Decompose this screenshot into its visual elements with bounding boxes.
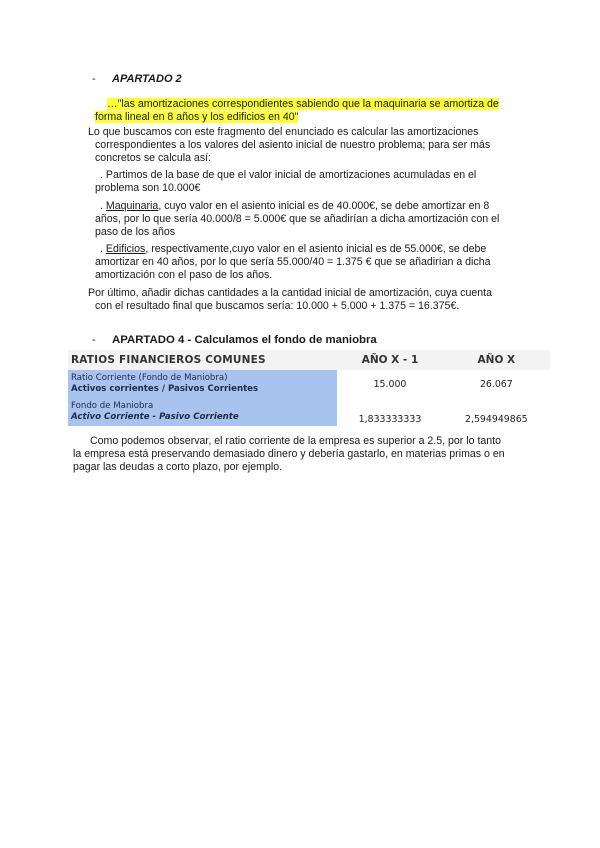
conclusion-line-1: Como podemos observar, el ratio corriente de la empresa es superior a 2.5, por lo tanto <box>90 435 502 447</box>
section-title-apartado-4: APARTADO 4 - Calculamos el fondo de maniobra <box>112 334 377 346</box>
row-label-line-2: Activo Corriente - Pasivo Corriente <box>71 412 239 422</box>
row-value-col-2: 26.067 <box>443 370 550 398</box>
section-title-apartado-2: APARTADO 2 <box>112 73 182 85</box>
paragraph-3-prefix: . <box>100 243 106 255</box>
table-row <box>68 370 550 398</box>
row-value-col-1: 15.000 <box>337 370 442 398</box>
bullet-dash: - <box>92 73 96 85</box>
term-edificios: Edificios <box>105 243 146 255</box>
paragraph-1-line-1: . Partimos de la base de que el valor inicial de amortizaciones acumuladas en el <box>100 169 477 181</box>
table-header-col-1: AÑO X - 1 <box>337 350 442 370</box>
intro-line-3: concretos se calcula así: <box>95 152 211 164</box>
quote-line-2: forma lineal en 8 años y los edificios en 40" <box>95 111 299 123</box>
final-line-2: con el resultado final que buscamos sería: 10.000 + 5.000 + 1.375 = 16.375€. <box>95 300 460 312</box>
paragraph-3-line-2: amortizar en 40 años, por lo que sería 55.000/40 = 1.375 € que se añadirían a dicha <box>95 256 491 268</box>
paragraph-1-line-2: problema son 10.000€ <box>95 182 201 194</box>
intro-line-2: correspondientes a los valores del asiento inicial de nuestro problema; para ser más <box>95 139 491 151</box>
final-line-1: Por último, añadir dichas cantidades a la cantidad inicial de amortización, cuya cuenta <box>88 287 492 299</box>
row-label-line-1: Fondo de Maniobra <box>71 401 154 411</box>
paragraph-3-line-1-rest: , respectivamente,cuyo valor en el asiento inicial es de 55.000€, se debe <box>145 243 487 255</box>
row-label <box>68 370 337 398</box>
paragraph-2-line-1 <box>100 200 489 213</box>
conclusion-line-3: pagar las deudas a corto plazo, por ejemplo. <box>73 461 283 473</box>
row-label <box>68 398 337 426</box>
paragraph-2-prefix: . <box>100 200 106 212</box>
ratios-table <box>68 350 550 426</box>
quote-line-2-wrap <box>95 107 298 125</box>
table-header-row <box>68 350 550 370</box>
row-value-col-2: 2,594949865 <box>443 398 550 426</box>
row-value-col-1: 1,833333333 <box>337 398 442 426</box>
table-header-col-2: AÑO X <box>443 350 550 370</box>
paragraph-2-line-1-rest: , cuyo valor en el asiento inicial es de 40.000€, se debe amortizar en 8 <box>158 200 490 212</box>
quote-line-1: …"las amortizaciones correspondientes sabiendo que la maquinaria se amortiza de <box>107 98 499 110</box>
paragraph-3-line-1 <box>100 243 486 256</box>
paragraph-2-line-2: años, por lo que sería 40.000/8 = 5.000€ que se añadirían a dicha amortización con el <box>95 213 500 225</box>
conclusion-line-2: la empresa está preservando demasiado dinero y debería gastarlo, en materias primas o en <box>73 448 505 460</box>
row-label-line-1: Ratio Corriente (Fondo de Maniobra) <box>71 373 228 383</box>
paragraph-2-line-3: paso de los años <box>95 226 176 238</box>
paragraph-3-line-3: amortización con el paso de los años. <box>95 269 273 281</box>
table-row <box>68 398 550 426</box>
term-maquinaria: Maquinaria <box>105 200 159 212</box>
intro-line-1: Lo que buscamos con este fragmento del enunciado es calcular las amortizaciones <box>88 126 479 138</box>
bullet-dash-2: - <box>92 334 96 346</box>
table-header-title: RATIOS FINANCIEROS COMUNES <box>68 350 337 370</box>
row-label-line-2: Activos corrientes / Pasivos Corrientes <box>71 384 259 394</box>
